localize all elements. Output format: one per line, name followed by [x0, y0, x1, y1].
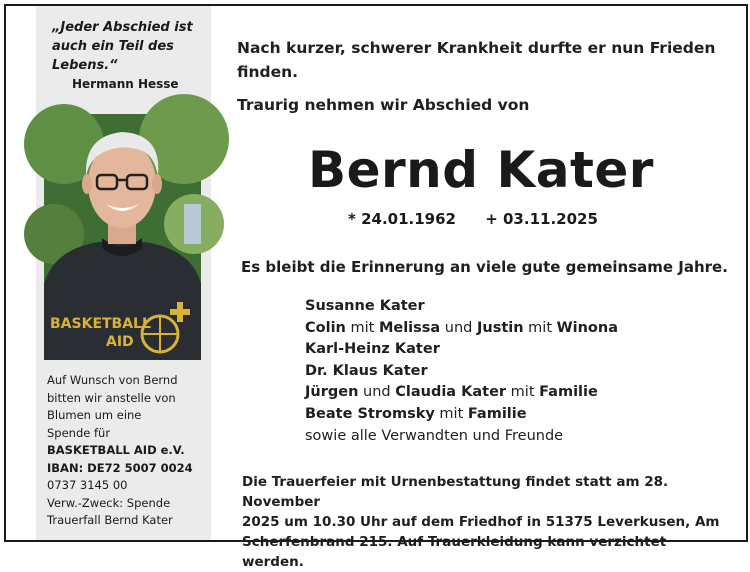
mourner-name: Justin: [477, 319, 524, 336]
mourner-line: [305, 361, 735, 383]
mourner-name: Colin: [305, 319, 346, 336]
funeral-line: 2025 um 10.30 Uhr auf dem Friedhof in 51375 Leverkusen, Am: [242, 514, 720, 530]
shirt-text: BASKETBALL: [50, 316, 151, 332]
funeral-notice: [242, 472, 732, 572]
donation-line: IBAN: DE72 5007 0024: [47, 460, 193, 475]
sidebar: [36, 6, 211, 540]
mourner-line: [305, 296, 735, 318]
memory-line: Es bleibt die Erinnerung an viele gute gemeinsame Jahre.: [241, 258, 728, 276]
shirt-text: AID: [106, 334, 134, 350]
death-date: + 03.11.2025: [485, 210, 598, 228]
donation-line: Blumen um eine: [47, 408, 142, 422]
portrait-photo: [44, 114, 201, 360]
mourner-name: Familie: [467, 405, 527, 422]
quote-line: auch ein Teil des: [52, 39, 174, 54]
mourner-connector: mit: [506, 384, 540, 401]
quote: [52, 18, 202, 75]
donation-line: Verw.-Zweck: Spende: [47, 495, 171, 510]
deceased-name: Bernd Kater: [308, 141, 654, 199]
funeral-line: Die Trauerfeier mit Urnenbestattung findet statt am 28. November: [242, 474, 669, 510]
mourner-name: Familie: [539, 384, 598, 401]
funeral-line: Scherfenbrand 215. Auf Trauerkleidung kann verzichtet werden.: [242, 534, 667, 570]
mourner-line: [305, 318, 735, 340]
farewell-line: Traurig nehmen wir Abschied von: [237, 96, 530, 114]
quote-line: „Jeder Abschied ist: [52, 20, 193, 35]
obituary-frame: [4, 4, 748, 570]
life-dates: [348, 210, 598, 228]
mourner-line: [305, 404, 735, 426]
intro-line: finden.: [237, 63, 299, 81]
quote-line: Lebens.“: [52, 58, 118, 73]
mourner-name: Melissa: [378, 319, 441, 336]
mourner-name: Winona: [556, 319, 618, 336]
mourner-connector: mit: [523, 319, 557, 336]
mourner-line: [305, 426, 735, 448]
intro-line: Nach kurzer, schwerer Krankheit durfte er nun Frieden: [237, 39, 716, 57]
mourner-connector: mit: [345, 319, 379, 336]
mourner-name: Karl-Heinz Kater: [305, 341, 440, 358]
mourners-list: [305, 296, 735, 447]
donation-line: bitten wir anstelle von: [47, 390, 176, 405]
mourner-connector: mit: [434, 405, 468, 422]
mourner-name: Susanne Kater: [305, 298, 425, 314]
quote-author: Hermann Hesse: [72, 77, 179, 91]
mourner-name: Claudia Kater: [395, 384, 507, 401]
donation-note: [47, 372, 207, 530]
intro-text: [237, 36, 717, 84]
mourner-line: [305, 382, 735, 404]
mourner-name: Dr. Klaus Kater: [305, 362, 428, 379]
donation-line: 0737 3145 00: [47, 478, 128, 492]
mourner-name: Beate Stromsky: [305, 405, 435, 422]
main-content: [236, 6, 741, 570]
mourner-name: Jürgen: [305, 384, 359, 401]
mourner-connector: sowie alle Verwandten und Freunde: [305, 427, 564, 444]
donation-line: Spende für: [47, 425, 111, 440]
mourner-connector: und: [358, 384, 396, 401]
donation-line: Auf Wunsch von Bernd: [47, 373, 178, 387]
donation-line: BASKETBALL AID e.V.: [47, 443, 185, 457]
mourner-connector: und: [440, 319, 477, 336]
mourner-line: [305, 339, 735, 361]
donation-line: Trauerfall Bernd Kater: [47, 513, 173, 527]
birth-date: * 24.01.1962: [348, 210, 456, 228]
